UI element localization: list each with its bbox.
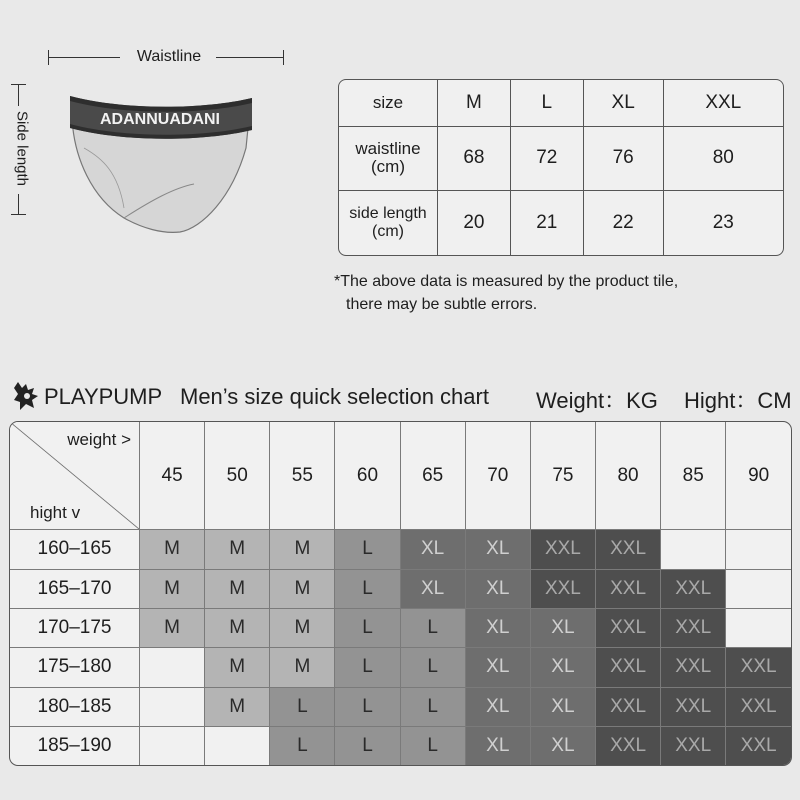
size-cell: M <box>140 569 205 608</box>
size-cell: M <box>205 608 270 647</box>
empty-size-cell <box>661 530 726 569</box>
height-range-cell: 175–180 <box>10 648 140 687</box>
size-cell: XXL <box>726 687 791 726</box>
dimension-line-left <box>48 57 120 58</box>
dimension-tick-right <box>283 50 284 65</box>
measure-unit: (cm) <box>371 157 405 176</box>
size-header-cell: XL <box>583 80 663 126</box>
empty-size-cell <box>726 608 791 647</box>
table-row <box>10 648 791 687</box>
waistline-dimension <box>48 44 284 72</box>
size-cell: L <box>335 530 400 569</box>
size-cell: XL <box>400 530 465 569</box>
dimension-line-bottom <box>18 194 19 214</box>
empty-size-cell <box>205 726 270 765</box>
measure-label: waistline <box>355 139 421 158</box>
weight-header-cell: 70 <box>465 422 530 530</box>
size-cell: XXL <box>530 569 595 608</box>
table-row <box>10 726 791 765</box>
size-cell: XXL <box>530 530 595 569</box>
weight-header-cell: 45 <box>140 422 205 530</box>
size-cell: L <box>335 726 400 765</box>
weight-unit-label: Weight：KG <box>536 388 658 413</box>
quick-chart-heading <box>8 376 798 416</box>
size-cell: XL <box>530 726 595 765</box>
measurement-note <box>334 270 784 316</box>
weight-header-cell: 90 <box>726 422 791 530</box>
weight-header-cell: 85 <box>661 422 726 530</box>
measure-label-cell <box>339 126 438 190</box>
size-cell: M <box>205 569 270 608</box>
size-cell: L <box>335 569 400 608</box>
weight-header-cell: 60 <box>335 422 400 530</box>
measure-value: 22 <box>583 190 663 255</box>
size-cell: M <box>270 530 335 569</box>
mascot-icon <box>12 380 40 412</box>
size-header-cell: M <box>438 80 511 126</box>
size-header-cell: L <box>510 80 583 126</box>
size-cell: L <box>270 687 335 726</box>
size-cell: M <box>205 648 270 687</box>
size-quick-selection-table <box>9 421 792 766</box>
size-cell: M <box>140 608 205 647</box>
size-cell: L <box>335 648 400 687</box>
side-length-label: Side length <box>13 110 31 187</box>
size-cell: XL <box>465 530 530 569</box>
size-cell: XXL <box>661 726 726 765</box>
weight-header-cell: 50 <box>205 422 270 530</box>
size-cell: L <box>270 726 335 765</box>
size-cell: M <box>270 608 335 647</box>
measure-value: 23 <box>663 190 783 255</box>
size-cell: L <box>400 687 465 726</box>
size-measurement-table <box>338 79 784 256</box>
measure-unit: (cm) <box>372 222 404 240</box>
size-cell: XL <box>530 648 595 687</box>
size-cell: L <box>400 608 465 647</box>
table-row <box>10 530 791 569</box>
height-range-cell: 170–175 <box>10 608 140 647</box>
measure-value: 80 <box>663 126 783 190</box>
empty-size-cell <box>140 687 205 726</box>
height-range-cell: 185–190 <box>10 726 140 765</box>
size-cell: XL <box>465 648 530 687</box>
table-row <box>10 608 791 647</box>
size-cell: XL <box>465 608 530 647</box>
underwear-illustration <box>62 88 258 238</box>
size-cell: M <box>205 687 270 726</box>
size-header-cell: size <box>339 80 438 126</box>
waistband-logo-text: ADANNUADANI <box>100 111 220 128</box>
size-cell: XXL <box>595 726 660 765</box>
size-cell: M <box>205 530 270 569</box>
height-range-cell: 165–170 <box>10 569 140 608</box>
chart-title: Men’s size quick selection chart <box>180 384 489 409</box>
dimension-line-right <box>216 57 284 58</box>
size-header-cell: XXL <box>663 80 783 126</box>
size-cell: L <box>335 608 400 647</box>
height-range-cell: 160–165 <box>10 530 140 569</box>
size-cell: XXL <box>595 569 660 608</box>
size-cell: M <box>270 569 335 608</box>
size-cell: XXL <box>595 530 660 569</box>
table-row <box>10 569 791 608</box>
weight-header-cell: 55 <box>270 422 335 530</box>
side-length-dimension <box>6 84 40 216</box>
height-unit-label: Hight：CM <box>684 388 792 413</box>
waistline-label: Waistline <box>136 48 202 65</box>
size-cell: XL <box>400 569 465 608</box>
height-range-cell: 180–185 <box>10 687 140 726</box>
size-cell: L <box>400 648 465 687</box>
size-cell: L <box>400 726 465 765</box>
empty-size-cell <box>140 648 205 687</box>
measure-value: 21 <box>510 190 583 255</box>
measure-value: 72 <box>510 126 583 190</box>
note-line-1: *The above data is measured by the product tile, <box>334 273 679 290</box>
weight-header-cell: 75 <box>530 422 595 530</box>
size-cell: M <box>270 648 335 687</box>
size-cell: XXL <box>595 687 660 726</box>
size-cell: L <box>335 687 400 726</box>
size-cell: XXL <box>726 726 791 765</box>
note-line-2: there may be subtle errors. <box>346 296 538 313</box>
measure-value: 20 <box>438 190 511 255</box>
measure-value: 68 <box>438 126 511 190</box>
size-cell: XL <box>465 569 530 608</box>
empty-size-cell <box>726 530 791 569</box>
corner-cell <box>10 422 140 530</box>
size-cell: XXL <box>661 569 726 608</box>
measure-label: side length <box>349 204 427 222</box>
brand-name: PLAYPUMP <box>44 384 163 409</box>
size-cell: M <box>140 530 205 569</box>
size-cell: XXL <box>595 648 660 687</box>
empty-size-cell <box>140 726 205 765</box>
weight-axis-label: weight > <box>67 430 131 449</box>
table-row <box>10 687 791 726</box>
size-cell: XL <box>465 726 530 765</box>
size-cell: XL <box>465 687 530 726</box>
weight-header-cell: 65 <box>400 422 465 530</box>
weight-header-cell: 80 <box>595 422 660 530</box>
size-cell: XXL <box>661 608 726 647</box>
empty-size-cell <box>726 569 791 608</box>
size-cell: XXL <box>595 608 660 647</box>
dimension-tick-bottom <box>11 214 26 215</box>
measure-label-cell <box>339 190 438 255</box>
size-cell: XXL <box>661 648 726 687</box>
measure-value: 76 <box>583 126 663 190</box>
size-cell: XL <box>530 608 595 647</box>
size-cell: XL <box>530 687 595 726</box>
size-cell: XXL <box>726 648 791 687</box>
height-axis-label: hight v <box>30 503 81 523</box>
size-cell: XXL <box>661 687 726 726</box>
